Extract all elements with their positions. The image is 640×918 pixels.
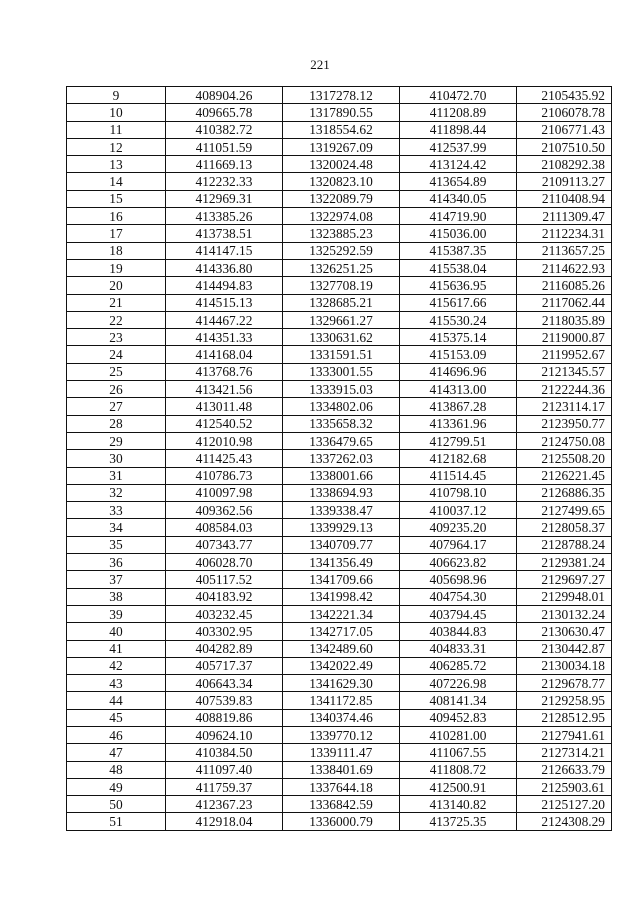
coord-d-cell: 2114622.93 [517, 259, 612, 276]
coord-c-cell: 414313.00 [400, 381, 517, 398]
point-number-cell: 23 [67, 329, 166, 346]
coord-a-cell: 414336.80 [166, 259, 283, 276]
coord-c-cell: 414340.05 [400, 190, 517, 207]
coordinate-table [66, 86, 612, 831]
coord-c-cell: 407964.17 [400, 536, 517, 553]
point-number-cell: 42 [67, 657, 166, 674]
point-number-cell: 35 [67, 536, 166, 553]
table-row [67, 156, 612, 173]
coord-a-cell: 410384.50 [166, 744, 283, 761]
table-row [67, 554, 612, 571]
coord-b-cell: 1341172.85 [283, 692, 400, 709]
point-number-cell: 24 [67, 346, 166, 363]
table-row [67, 346, 612, 363]
table-row [67, 432, 612, 449]
point-number-cell: 44 [67, 692, 166, 709]
table-row [67, 744, 612, 761]
coord-d-cell: 2129381.24 [517, 554, 612, 571]
point-number-cell: 27 [67, 398, 166, 415]
coord-a-cell: 410786.73 [166, 467, 283, 484]
point-number-cell: 43 [67, 675, 166, 692]
table-row [67, 640, 612, 657]
point-number-cell: 39 [67, 605, 166, 622]
coord-b-cell: 1336842.59 [283, 796, 400, 813]
coord-b-cell: 1339929.13 [283, 519, 400, 536]
coord-b-cell: 1328685.21 [283, 294, 400, 311]
point-number-cell: 20 [67, 277, 166, 294]
coord-a-cell: 409362.56 [166, 502, 283, 519]
point-number-cell: 31 [67, 467, 166, 484]
coord-c-cell: 410037.12 [400, 502, 517, 519]
coord-d-cell: 2129258.95 [517, 692, 612, 709]
coord-c-cell: 414719.90 [400, 208, 517, 225]
coord-d-cell: 2123114.17 [517, 398, 612, 415]
table-row [67, 138, 612, 155]
coord-c-cell: 411514.45 [400, 467, 517, 484]
point-number-cell: 47 [67, 744, 166, 761]
point-number-cell: 10 [67, 104, 166, 121]
point-number-cell: 45 [67, 709, 166, 726]
coord-a-cell: 410097.98 [166, 484, 283, 501]
coord-a-cell: 408819.86 [166, 709, 283, 726]
point-number-cell: 19 [67, 259, 166, 276]
coord-b-cell: 1331591.51 [283, 346, 400, 363]
point-number-cell: 15 [67, 190, 166, 207]
coord-c-cell: 411808.72 [400, 761, 517, 778]
table-row [67, 277, 612, 294]
coord-b-cell: 1336000.79 [283, 813, 400, 830]
point-number-cell: 36 [67, 554, 166, 571]
coord-a-cell: 412010.98 [166, 432, 283, 449]
coord-d-cell: 2110408.94 [517, 190, 612, 207]
coord-b-cell: 1329661.27 [283, 311, 400, 328]
table-row [67, 259, 612, 276]
coord-d-cell: 2108292.38 [517, 156, 612, 173]
coord-a-cell: 403232.45 [166, 605, 283, 622]
point-number-cell: 22 [67, 311, 166, 328]
coord-b-cell: 1342022.49 [283, 657, 400, 674]
coord-a-cell: 412540.52 [166, 415, 283, 432]
coord-b-cell: 1341356.49 [283, 554, 400, 571]
coord-b-cell: 1334802.06 [283, 398, 400, 415]
coord-c-cell: 412537.99 [400, 138, 517, 155]
table-row [67, 726, 612, 743]
coord-b-cell: 1317278.12 [283, 87, 400, 104]
point-number-cell: 40 [67, 623, 166, 640]
coord-c-cell: 405698.96 [400, 571, 517, 588]
coord-b-cell: 1320823.10 [283, 173, 400, 190]
coord-a-cell: 409665.78 [166, 104, 283, 121]
table-row [67, 87, 612, 104]
coord-b-cell: 1317890.55 [283, 104, 400, 121]
coord-d-cell: 2128058.37 [517, 519, 612, 536]
coord-d-cell: 2128788.24 [517, 536, 612, 553]
table-row [67, 778, 612, 795]
coord-b-cell: 1322089.79 [283, 190, 400, 207]
table-row [67, 450, 612, 467]
coord-d-cell: 2125508.20 [517, 450, 612, 467]
coord-c-cell: 413867.28 [400, 398, 517, 415]
coord-b-cell: 1338401.69 [283, 761, 400, 778]
point-number-cell: 17 [67, 225, 166, 242]
coord-c-cell: 412182.68 [400, 450, 517, 467]
table-row [67, 571, 612, 588]
coord-b-cell: 1333915.03 [283, 381, 400, 398]
coord-c-cell: 408141.34 [400, 692, 517, 709]
coord-a-cell: 411097.40 [166, 761, 283, 778]
coord-d-cell: 2111309.47 [517, 208, 612, 225]
coord-a-cell: 405717.37 [166, 657, 283, 674]
table-row [67, 588, 612, 605]
coord-a-cell: 412969.31 [166, 190, 283, 207]
coord-c-cell: 410472.70 [400, 87, 517, 104]
table-row [67, 190, 612, 207]
coord-d-cell: 2122244.36 [517, 381, 612, 398]
coord-b-cell: 1330631.62 [283, 329, 400, 346]
coord-a-cell: 403302.95 [166, 623, 283, 640]
coord-a-cell: 411051.59 [166, 138, 283, 155]
coord-a-cell: 407539.83 [166, 692, 283, 709]
point-number-cell: 51 [67, 813, 166, 830]
coord-c-cell: 415036.00 [400, 225, 517, 242]
coord-c-cell: 409452.83 [400, 709, 517, 726]
table-row [67, 173, 612, 190]
table-row [67, 709, 612, 726]
point-number-cell: 29 [67, 432, 166, 449]
coord-a-cell: 411759.37 [166, 778, 283, 795]
point-number-cell: 46 [67, 726, 166, 743]
coord-c-cell: 413361.96 [400, 415, 517, 432]
coord-b-cell: 1325292.59 [283, 242, 400, 259]
table-row [67, 657, 612, 674]
coord-b-cell: 1320024.48 [283, 156, 400, 173]
coord-a-cell: 414168.04 [166, 346, 283, 363]
coord-b-cell: 1339338.47 [283, 502, 400, 519]
coord-a-cell: 414147.15 [166, 242, 283, 259]
point-number-cell: 9 [67, 87, 166, 104]
coord-d-cell: 2129697.27 [517, 571, 612, 588]
point-number-cell: 25 [67, 363, 166, 380]
table-row [67, 415, 612, 432]
coord-a-cell: 413738.51 [166, 225, 283, 242]
coord-b-cell: 1318554.62 [283, 121, 400, 138]
coord-c-cell: 403794.45 [400, 605, 517, 622]
coord-d-cell: 2105435.92 [517, 87, 612, 104]
coord-b-cell: 1341998.42 [283, 588, 400, 605]
coord-b-cell: 1341709.66 [283, 571, 400, 588]
coord-b-cell: 1339111.47 [283, 744, 400, 761]
point-number-cell: 30 [67, 450, 166, 467]
coord-d-cell: 2113657.25 [517, 242, 612, 259]
point-number-cell: 34 [67, 519, 166, 536]
table-row [67, 502, 612, 519]
table-row [67, 329, 612, 346]
point-number-cell: 32 [67, 484, 166, 501]
table-row [67, 311, 612, 328]
coord-b-cell: 1342221.34 [283, 605, 400, 622]
table-row [67, 104, 612, 121]
point-number-cell: 49 [67, 778, 166, 795]
point-number-cell: 37 [67, 571, 166, 588]
coord-a-cell: 408584.03 [166, 519, 283, 536]
coord-c-cell: 415538.04 [400, 259, 517, 276]
coord-c-cell: 410281.00 [400, 726, 517, 743]
point-number-cell: 26 [67, 381, 166, 398]
coord-c-cell: 406623.82 [400, 554, 517, 571]
table-row [67, 208, 612, 225]
coord-c-cell: 407226.98 [400, 675, 517, 692]
coord-a-cell: 407343.77 [166, 536, 283, 553]
coord-c-cell: 415530.24 [400, 311, 517, 328]
coord-b-cell: 1342717.05 [283, 623, 400, 640]
coord-a-cell: 414467.22 [166, 311, 283, 328]
table-row [67, 398, 612, 415]
coord-a-cell: 411669.13 [166, 156, 283, 173]
point-number-cell: 48 [67, 761, 166, 778]
coord-b-cell: 1333001.55 [283, 363, 400, 380]
coord-c-cell: 404833.31 [400, 640, 517, 657]
coord-d-cell: 2127499.65 [517, 502, 612, 519]
coord-d-cell: 2124750.08 [517, 432, 612, 449]
table-row [67, 121, 612, 138]
point-number-cell: 38 [67, 588, 166, 605]
coord-c-cell: 404754.30 [400, 588, 517, 605]
coord-a-cell: 412232.33 [166, 173, 283, 190]
coord-b-cell: 1337644.18 [283, 778, 400, 795]
coord-b-cell: 1326251.25 [283, 259, 400, 276]
table-row [67, 294, 612, 311]
coord-d-cell: 2106078.78 [517, 104, 612, 121]
coord-d-cell: 2129678.77 [517, 675, 612, 692]
coord-d-cell: 2130442.87 [517, 640, 612, 657]
coord-b-cell: 1322974.08 [283, 208, 400, 225]
coord-a-cell: 413011.48 [166, 398, 283, 415]
coord-a-cell: 404183.92 [166, 588, 283, 605]
table-row [67, 225, 612, 242]
coord-c-cell: 406285.72 [400, 657, 517, 674]
coord-d-cell: 2124308.29 [517, 813, 612, 830]
coord-b-cell: 1319267.09 [283, 138, 400, 155]
point-number-cell: 18 [67, 242, 166, 259]
coord-b-cell: 1336479.65 [283, 432, 400, 449]
table-row [67, 467, 612, 484]
coord-a-cell: 414494.83 [166, 277, 283, 294]
coord-d-cell: 2121345.57 [517, 363, 612, 380]
coord-d-cell: 2128512.95 [517, 709, 612, 726]
coord-c-cell: 410798.10 [400, 484, 517, 501]
coord-a-cell: 410382.72 [166, 121, 283, 138]
coord-b-cell: 1335658.32 [283, 415, 400, 432]
table-row [67, 519, 612, 536]
coord-c-cell: 413140.82 [400, 796, 517, 813]
coord-c-cell: 412799.51 [400, 432, 517, 449]
coord-a-cell: 405117.52 [166, 571, 283, 588]
coord-b-cell: 1341629.30 [283, 675, 400, 692]
table-row [67, 242, 612, 259]
table-row [67, 796, 612, 813]
coord-d-cell: 2126886.35 [517, 484, 612, 501]
table-row [67, 363, 612, 380]
coord-d-cell: 2116085.26 [517, 277, 612, 294]
coord-d-cell: 2118035.89 [517, 311, 612, 328]
point-number-cell: 50 [67, 796, 166, 813]
coord-a-cell: 414515.13 [166, 294, 283, 311]
table-row [67, 761, 612, 778]
point-number-cell: 28 [67, 415, 166, 432]
coord-a-cell: 408904.26 [166, 87, 283, 104]
point-number-cell: 16 [67, 208, 166, 225]
coord-d-cell: 2130132.24 [517, 605, 612, 622]
coord-d-cell: 2130034.18 [517, 657, 612, 674]
point-number-cell: 11 [67, 121, 166, 138]
coord-c-cell: 413124.42 [400, 156, 517, 173]
table-row [67, 605, 612, 622]
coord-d-cell: 2126221.45 [517, 467, 612, 484]
coord-d-cell: 2117062.44 [517, 294, 612, 311]
coord-c-cell: 415636.95 [400, 277, 517, 294]
coord-d-cell: 2127941.61 [517, 726, 612, 743]
coord-c-cell: 415153.09 [400, 346, 517, 363]
coord-c-cell: 403844.83 [400, 623, 517, 640]
table-row [67, 536, 612, 553]
table-row [67, 623, 612, 640]
coord-b-cell: 1338694.93 [283, 484, 400, 501]
table-row [67, 381, 612, 398]
coord-d-cell: 2119952.67 [517, 346, 612, 363]
coord-b-cell: 1342489.60 [283, 640, 400, 657]
coord-b-cell: 1340709.77 [283, 536, 400, 553]
coord-c-cell: 414696.96 [400, 363, 517, 380]
coord-d-cell: 2119000.87 [517, 329, 612, 346]
coord-a-cell: 412367.23 [166, 796, 283, 813]
coord-d-cell: 2109113.27 [517, 173, 612, 190]
coord-b-cell: 1323885.23 [283, 225, 400, 242]
coord-d-cell: 2106771.43 [517, 121, 612, 138]
point-number-cell: 21 [67, 294, 166, 311]
point-number-cell: 41 [67, 640, 166, 657]
coord-c-cell: 411067.55 [400, 744, 517, 761]
coord-d-cell: 2127314.21 [517, 744, 612, 761]
coord-a-cell: 411425.43 [166, 450, 283, 467]
coord-d-cell: 2123950.77 [517, 415, 612, 432]
coord-a-cell: 404282.89 [166, 640, 283, 657]
coord-b-cell: 1338001.66 [283, 467, 400, 484]
table-row [67, 692, 612, 709]
coord-a-cell: 414351.33 [166, 329, 283, 346]
coord-c-cell: 415387.35 [400, 242, 517, 259]
coord-d-cell: 2129948.01 [517, 588, 612, 605]
point-number-cell: 13 [67, 156, 166, 173]
table-row [67, 813, 612, 830]
coord-a-cell: 412918.04 [166, 813, 283, 830]
coord-c-cell: 415617.66 [400, 294, 517, 311]
table-row [67, 484, 612, 501]
coord-c-cell: 411898.44 [400, 121, 517, 138]
coord-d-cell: 2125903.61 [517, 778, 612, 795]
point-number-cell: 12 [67, 138, 166, 155]
page-number: 221 [310, 57, 330, 72]
coord-c-cell: 411208.89 [400, 104, 517, 121]
point-number-cell: 33 [67, 502, 166, 519]
coord-a-cell: 409624.10 [166, 726, 283, 743]
coord-b-cell: 1340374.46 [283, 709, 400, 726]
coord-c-cell: 413654.89 [400, 173, 517, 190]
coordinate-table-body [67, 87, 612, 831]
coord-a-cell: 413768.76 [166, 363, 283, 380]
coord-a-cell: 413385.26 [166, 208, 283, 225]
coord-c-cell: 415375.14 [400, 329, 517, 346]
coord-d-cell: 2126633.79 [517, 761, 612, 778]
coord-d-cell: 2107510.50 [517, 138, 612, 155]
coord-b-cell: 1339770.12 [283, 726, 400, 743]
table-row [67, 675, 612, 692]
coord-c-cell: 413725.35 [400, 813, 517, 830]
coord-a-cell: 406028.70 [166, 554, 283, 571]
coord-d-cell: 2130630.47 [517, 623, 612, 640]
coord-a-cell: 413421.56 [166, 381, 283, 398]
coord-b-cell: 1327708.19 [283, 277, 400, 294]
coord-c-cell: 409235.20 [400, 519, 517, 536]
coord-c-cell: 412500.91 [400, 778, 517, 795]
coord-a-cell: 406643.34 [166, 675, 283, 692]
point-number-cell: 14 [67, 173, 166, 190]
coord-d-cell: 2125127.20 [517, 796, 612, 813]
coord-b-cell: 1337262.03 [283, 450, 400, 467]
coord-d-cell: 2112234.31 [517, 225, 612, 242]
